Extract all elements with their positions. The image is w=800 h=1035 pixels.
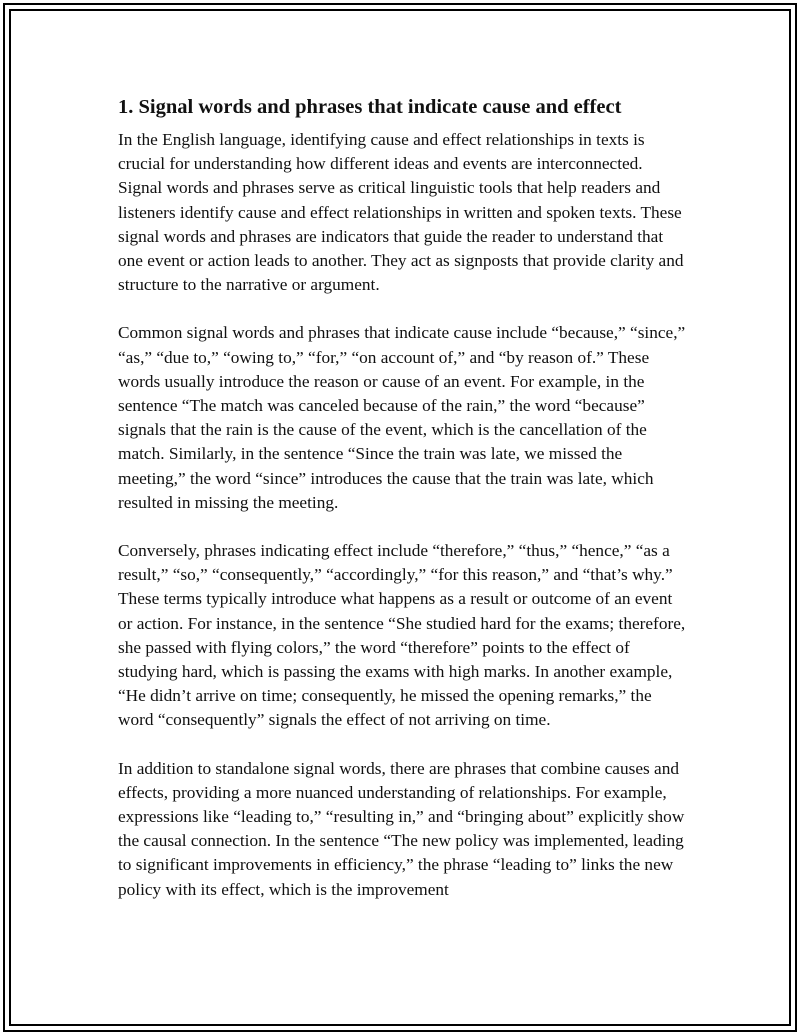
section-heading: 1. Signal words and phrases that indicate cause and effect (118, 96, 622, 118)
document-body (118, 94, 690, 926)
paragraph-intro: In the English language, identifying cause and effect relationships in texts is crucial for understanding how different ideas and events are interconnected. Signal words and phrases serve as critical linguistic tools that help readers and listeners identify cause and effect relationships in written and spoken texts. These signal words and phrases are indicators that guide the reader to understand that one event or action leads to another. They act as signposts that provide clarity and structure to the narrative or argument. (118, 130, 684, 295)
paragraph-cause-words: Common signal words and phrases that indicate cause include “because,” “since,” “as,” “due to,” “owing to,” “for,” “on account of,” and “by reason of.” These words usually introduce the reason or cause of an event. For example, in the sentence “The match was canceled because of the rain,” the word “because” signals that the rain is the cause of the event, which is the cancellation of the match. Similarly, in the sentence “Since the train was late, we missed the meeting,” the word “since” introduces the cause that the train was late, which resulted in missing the meeting. (118, 323, 686, 512)
paragraph-effect-words: Conversely, phrases indicating effect include “therefore,” “thus,” “hence,” “as a result,” “so,” “consequently,” “accordingly,” “for this reason,” and “that’s why.” These terms typically introduce what happens as a result or outcome of an event or action. For instance, in the sentence “She studied hard for the exams; therefore, she passed with flying colors,” the word “therefore” points to the effect of studying hard, which is passing the exams with high marks. In another example, “He didn’t arrive on time; consequently, he missed the opening remarks,” the word “consequently” signals the effect of not arriving on time. (118, 541, 686, 730)
paragraph-combined-phrases: In addition to standalone signal words, there are phrases that combine causes and effects, providing a more nuanced understanding of relationships. For example, expressions like “leading to,” “resulting in,” and “bringing about” explicitly show the causal connection. In the sentence “The new policy was implemented, leading to significant improvements in efficiency,” the phrase “leading to” links the new policy with its effect, which is the improvement (118, 758, 685, 899)
